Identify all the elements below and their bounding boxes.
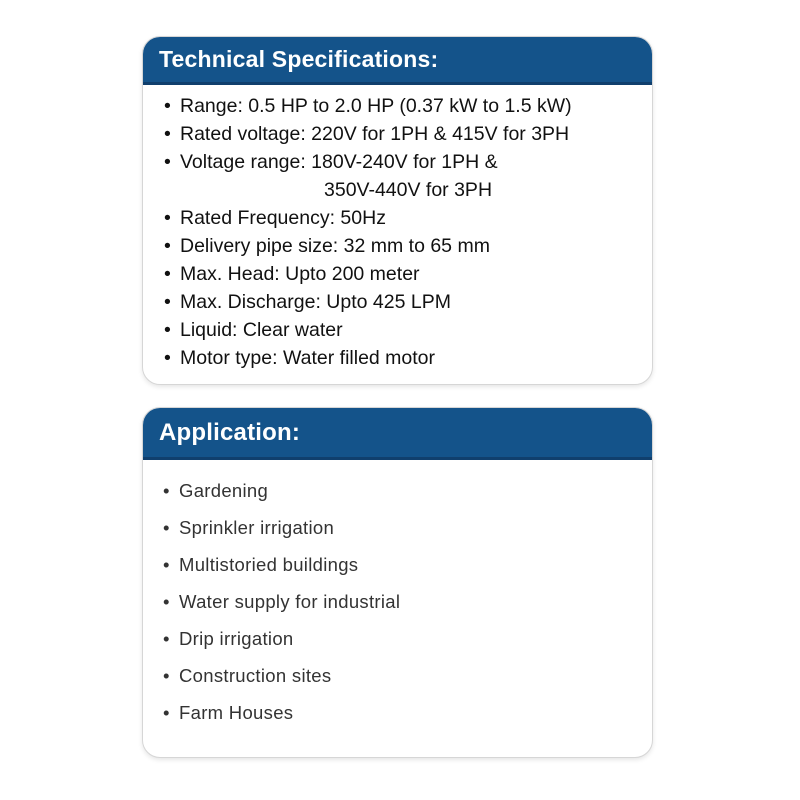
spec-item-text: 350V-440V for 3PH — [324, 179, 493, 201]
bullet-icon: • — [164, 151, 171, 173]
bullet-icon: • — [163, 702, 170, 723]
spec-item-text: Motor type: Water filled motor — [180, 347, 436, 369]
application-item-text: Water supply for industrial — [179, 591, 401, 612]
bullet-icon: • — [163, 665, 170, 686]
spec-item — [164, 92, 640, 120]
application-title: Application: — [159, 418, 301, 446]
technical-specifications-card — [142, 36, 653, 385]
application-item — [163, 583, 640, 620]
application-item — [163, 546, 640, 583]
bullet-icon: • — [164, 95, 171, 117]
bullet-icon: • — [164, 291, 171, 313]
bullet-icon: • — [164, 263, 171, 285]
application-item — [163, 509, 640, 546]
spec-item — [164, 288, 640, 316]
spec-item — [164, 316, 640, 344]
application-item — [163, 657, 640, 694]
spec-item — [164, 232, 640, 260]
application-item-text: Gardening — [179, 480, 269, 501]
application-header — [143, 408, 652, 460]
spec-item — [164, 148, 640, 176]
application-item-text: Multistoried buildings — [179, 554, 359, 575]
bullet-icon: • — [163, 628, 170, 649]
bullet-icon: • — [163, 517, 170, 538]
bullet-icon: • — [164, 319, 171, 341]
spec-item-text: Rated Frequency: 50Hz — [180, 207, 386, 229]
bullet-icon: • — [163, 554, 170, 575]
spec-item — [164, 260, 640, 288]
spec-item — [164, 344, 640, 372]
application-card — [142, 407, 653, 758]
application-item-text: Farm Houses — [179, 702, 294, 723]
application-item — [163, 620, 640, 657]
spec-item-text: Max. Discharge: Upto 425 LPM — [180, 291, 451, 313]
spec-item-text: Range: 0.5 HP to 2.0 HP (0.37 kW to 1.5 kW) — [180, 95, 572, 117]
application-item-text: Drip irrigation — [179, 628, 294, 649]
spec-item-continuation — [164, 176, 640, 204]
bullet-icon: • — [164, 235, 171, 257]
spec-item — [164, 120, 640, 148]
spec-item-text: Voltage range: 180V-240V for 1PH & — [180, 151, 498, 173]
spec-item-text: Liquid: Clear water — [180, 319, 343, 341]
bullet-icon: • — [163, 591, 170, 612]
bullet-icon: • — [163, 480, 170, 501]
technical-specifications-list — [143, 85, 652, 372]
technical-specifications-header — [143, 37, 652, 85]
application-item — [163, 472, 640, 509]
spec-item-text: Rated voltage: 220V for 1PH & 415V for 3PH — [180, 123, 570, 145]
bullet-icon: • — [164, 207, 171, 229]
bullet-icon: • — [164, 123, 171, 145]
spec-item — [164, 204, 640, 232]
application-item — [163, 694, 640, 731]
spec-item-text: Max. Head: Upto 200 meter — [180, 263, 420, 285]
bullet-icon: • — [164, 347, 171, 369]
spec-item-text: Delivery pipe size: 32 mm to 65 mm — [180, 235, 490, 257]
application-item-text: Construction sites — [179, 665, 332, 686]
application-item-text: Sprinkler irrigation — [179, 517, 335, 538]
application-list — [143, 460, 652, 731]
technical-specifications-title: Technical Specifications: — [159, 46, 439, 72]
